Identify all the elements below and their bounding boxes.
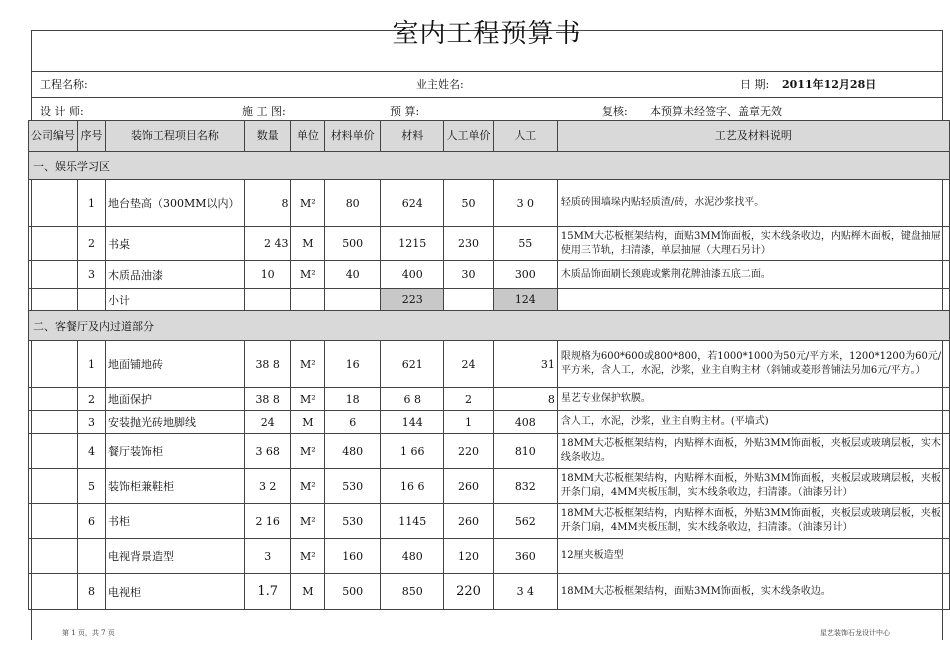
cell-desc: 18MM大芯板框架结构，内贴榉木面板，外贴3MM饰面板，夹板层或玻璃层板，夹板开条门扇，4MM夹板压制，实木线条收边，扫清漆。（油漆另计） xyxy=(557,504,949,539)
cell-labor: 300 xyxy=(493,261,557,289)
cell-unit: M² xyxy=(291,469,325,504)
cell-seq: 5 xyxy=(78,469,106,504)
cell-unit: M² xyxy=(291,504,325,539)
cell-seq: 4 xyxy=(78,434,106,469)
table-row xyxy=(29,341,950,388)
cell-qty: 8 xyxy=(244,180,291,227)
cell-desc: 18MM大芯板框架结构，面贴3MM饰面板，实木线条收边。 xyxy=(557,574,949,610)
cell-price: 16 xyxy=(325,341,381,388)
cell-material: 6 8 xyxy=(381,388,444,411)
cell-labor-price: 260 xyxy=(444,469,493,504)
cell-desc: 限规格为600*600或800*800，若1000*1000为50元/平方米，1200*1200为60元/平方米，含人工，水泥，沙浆，业主自购主材（斜铺或菱形普铺法另加6元/平方。） xyxy=(557,341,949,388)
table-row xyxy=(29,261,950,289)
table-row xyxy=(29,180,950,227)
cell-unit: M² xyxy=(291,388,325,411)
designer-label: 设 计 师: xyxy=(40,105,84,118)
subtotal-material: 223 xyxy=(381,289,444,311)
cell-desc: 轻质砖围墙垛内贴轻质渣/砖，水泥沙浆找平。 xyxy=(557,180,949,227)
cell-unit: M² xyxy=(291,261,325,289)
cell-price: 18 xyxy=(325,388,381,411)
cell-unit: M² xyxy=(291,434,325,469)
cell-item: 电视柜 xyxy=(105,574,244,610)
section-title: 二、客餐厅及内过道部分 xyxy=(29,311,950,341)
cell-labor-price: 260 xyxy=(444,504,493,539)
cell-qty: 3 68 xyxy=(244,434,291,469)
table-row xyxy=(29,504,950,539)
cell-qty: 10 xyxy=(244,261,291,289)
cell-qty: 3 xyxy=(244,539,291,574)
cell-item: 安装抛光砖地脚线 xyxy=(105,411,244,434)
cell-seq: 3 xyxy=(78,261,106,289)
cell-item: 餐厅装饰柜 xyxy=(105,434,244,469)
cell-material: 144 xyxy=(381,411,444,434)
cell-labor: 562 xyxy=(493,504,557,539)
table-row xyxy=(29,227,950,261)
cell-labor: 31 xyxy=(493,341,557,388)
col-item: 装饰工程项目名称 xyxy=(105,121,244,152)
cell-material: 16 6 xyxy=(381,469,444,504)
info-row-1 xyxy=(32,70,942,98)
table-row xyxy=(29,411,950,434)
cell-seq: 3 xyxy=(78,411,106,434)
owner-label: 业主姓名: xyxy=(416,78,464,91)
cell-labor: 8 xyxy=(493,388,557,411)
drawing-label: 施 工 图: xyxy=(242,105,286,118)
cell-labor: 3 0 xyxy=(493,180,557,227)
cell-price: 500 xyxy=(325,227,381,261)
subtotal-label: 小计 xyxy=(105,289,244,311)
cell-price: 480 xyxy=(325,434,381,469)
cell-material: 624 xyxy=(381,180,444,227)
cell-labor: 832 xyxy=(493,469,557,504)
cell-item: 书柜 xyxy=(105,504,244,539)
cell-item: 电视背景造型 xyxy=(105,539,244,574)
cell-unit: M xyxy=(291,227,325,261)
doc-title-text: 室内工程预算书 xyxy=(392,19,582,49)
table-row xyxy=(29,388,950,411)
cell-item: 装饰柜兼鞋柜 xyxy=(105,469,244,504)
cell-labor: 408 xyxy=(493,411,557,434)
cell-desc: 18MM大芯板框架结构，内贴榉木面板，外贴3MM饰面板，夹板层或玻璃层板，夹板开条门扇，4MM夹板压制，实木线条收边，扫清漆。（油漆另计） xyxy=(557,469,949,504)
cell-seq xyxy=(78,539,106,574)
budget-label: 预 算: xyxy=(390,105,420,118)
cell-desc: 12厘夹板造型 xyxy=(557,539,949,574)
cell-labor: 3 4 xyxy=(493,574,557,610)
table-row xyxy=(29,539,950,574)
project-name-label: 工程名称: xyxy=(40,78,88,91)
date-value: 2011年12月28日 xyxy=(782,78,877,91)
cell-desc: 木质品饰面刷长颈鹿或紫荆花牌油漆五底二面。 xyxy=(557,261,949,289)
table-header-row xyxy=(29,121,950,152)
cell-unit: M xyxy=(291,411,325,434)
cell-price: 500 xyxy=(325,574,381,610)
cell-labor-price: 1 xyxy=(444,411,493,434)
cell-seq: 8 xyxy=(78,574,106,610)
cell-unit: M² xyxy=(291,341,325,388)
cell-desc: 18MM大芯板框架结构，内贴榉木面板，外贴3MM饰面板，夹板层或玻璃层板，实木线条收边。 xyxy=(557,434,949,469)
cell-price: 40 xyxy=(325,261,381,289)
cell-qty: 38 8 xyxy=(244,341,291,388)
cell-seq: 1 xyxy=(78,341,106,388)
col-company-code: 公司编号 xyxy=(29,121,78,152)
cell-qty: 2 43 xyxy=(244,227,291,261)
cell-item: 木质品油漆 xyxy=(105,261,244,289)
cell-qty: 1.7 xyxy=(244,574,291,610)
col-labor-price: 人工单价 xyxy=(444,121,493,152)
table-row xyxy=(29,574,950,610)
col-qty: 数量 xyxy=(244,121,291,152)
section-title: 一、娱乐学习区 xyxy=(29,152,950,180)
section-row xyxy=(29,311,950,341)
cell-labor: 55 xyxy=(493,227,557,261)
cell-labor-price: 230 xyxy=(444,227,493,261)
validity-note: 本预算未经签字、盖章无效 xyxy=(650,105,782,118)
cell-price: 530 xyxy=(325,469,381,504)
cell-desc: 15MM大芯板框架结构，面贴3MM饰面板，实木线条收边，内贴榉木面板，键盘抽屉使用三节轨，扫清漆，单层抽屉（大理石另计） xyxy=(557,227,949,261)
cell-item: 地台垫高（300MM以内） xyxy=(105,180,244,227)
cell-seq: 6 xyxy=(78,504,106,539)
cell-labor: 810 xyxy=(493,434,557,469)
cell-material: 480 xyxy=(381,539,444,574)
cell-material: 400 xyxy=(381,261,444,289)
cell-unit: M² xyxy=(291,180,325,227)
cell-qty: 24 xyxy=(244,411,291,434)
cell-seq: 2 xyxy=(78,388,106,411)
review-label: 复核: xyxy=(602,105,628,118)
cell-material: 621 xyxy=(381,341,444,388)
budget-table xyxy=(28,120,950,610)
cell-price: 80 xyxy=(325,180,381,227)
cell-labor-price: 30 xyxy=(444,261,493,289)
cell-price: 160 xyxy=(325,539,381,574)
col-labor: 人工 xyxy=(493,121,557,152)
cell-labor-price: 24 xyxy=(444,341,493,388)
col-seq: 序号 xyxy=(78,121,106,152)
cell-unit: M xyxy=(291,574,325,610)
page-footer-right: 星艺装饰石龙设计中心 xyxy=(820,629,890,637)
cell-labor: 360 xyxy=(493,539,557,574)
date-label: 日 期: xyxy=(740,78,770,91)
col-material: 材料 xyxy=(381,121,444,152)
cell-desc: 星艺专业保护软膜。 xyxy=(557,388,949,411)
doc-title xyxy=(32,19,942,72)
cell-labor-price: 220 xyxy=(444,434,493,469)
cell-qty: 3 2 xyxy=(244,469,291,504)
section-row xyxy=(29,152,950,180)
cell-price: 6 xyxy=(325,411,381,434)
cell-item: 地面保护 xyxy=(105,388,244,411)
cell-qty: 2 16 xyxy=(244,504,291,539)
cell-unit: M² xyxy=(291,539,325,574)
cell-material: 850 xyxy=(381,574,444,610)
cell-price: 530 xyxy=(325,504,381,539)
page-footer-left: 第 1 页，共 7 页 xyxy=(62,629,115,637)
cell-labor-price: 220 xyxy=(444,574,493,610)
subtotal-row xyxy=(29,289,950,311)
cell-item: 书桌 xyxy=(105,227,244,261)
col-unit: 单位 xyxy=(291,121,325,152)
cell-labor-price: 2 xyxy=(444,388,493,411)
table-row xyxy=(29,434,950,469)
subtotal-labor: 124 xyxy=(493,289,557,311)
col-desc: 工艺及材料说明 xyxy=(557,121,949,152)
cell-qty: 38 8 xyxy=(244,388,291,411)
cell-desc: 含人工，水泥，沙浆，业主自购主材。(平墙式) xyxy=(557,411,949,434)
col-mat-price: 材料单价 xyxy=(325,121,381,152)
cell-item: 地面铺地砖 xyxy=(105,341,244,388)
info-row-2 xyxy=(32,97,942,121)
table-row xyxy=(29,469,950,504)
cell-material: 1215 xyxy=(381,227,444,261)
cell-material: 1 66 xyxy=(381,434,444,469)
cell-material: 1145 xyxy=(381,504,444,539)
cell-seq: 2 xyxy=(78,227,106,261)
cell-labor-price: 50 xyxy=(444,180,493,227)
cell-labor-price: 120 xyxy=(444,539,493,574)
cell-seq: 1 xyxy=(78,180,106,227)
